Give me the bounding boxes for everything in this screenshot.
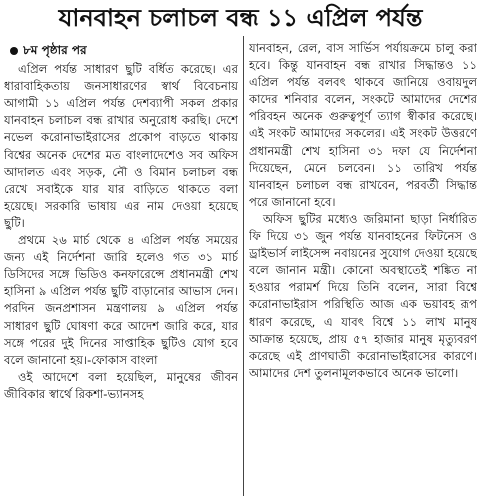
headline: যানবাহন চলাচল বন্ধ ১১ এপ্রিল পর্যন্ত (58, 4, 423, 32)
article-paragraph: যানবাহন, রেল, বাস সার্ভিস পর্যায়ক্রমে চালু করা হবে। কিন্তু যানবাহন বন্ধ রাখার সিদ্ধান্তও ১১ এপ্রিল পর্যন্ত বলবৎ থাকবে জানিয়ে ওবায়দুল কাদের শনিবার বলেন, সংকটে আমাদের দেশের পরিবহন অনেক গুরুত্বপূর্ণ ত্যাগ স্বীকার করেছে। এই সংকট আমাদের সকলের। এই সংকট উত্তরণে প্রধানমন্ত্রী শেখ হাসিনা ৩১ দফা যে নির্দেশনা দিয়েছেন, মেনে চলবেন। ১১ তারিখ পর্যন্ত যানবাহন চলাচল বন্ধ রাখবেন, পরবর্তী সিদ্ধান্ত পরে জানানো হবে। (249, 41, 477, 209)
article-paragraph: অফিস ছুটির মধ্যেও জরিমানা ছাড়া নির্ধারিত ফি দিয়ে ৩১ জুন পর্যন্ত যানবাহনের ফিটনেস ও ড্রাইভার্স লাইসেন্স নবায়নের সুযোগ দেওয়া হয়েছে বলে জানান মন্ত্রী। কোনো অবস্থাতেই শঙ্কিত না হওয়ার পরামর্শ দিয়ে তিনি বলেন, সারা বিশ্বে করোনাভাইরাস পরিস্থিতি আজ এক ভয়াবহ রূপ ধারণ করেছে, এ যাবৎ বিশ্বে ১১ লাখ মানুষ আক্রান্ত হয়েছে, প্রায় ৫৭ হাজার মানুষ মৃত্যুবরণ করেছে এই প্রাণঘাতী করোনাভাইরাসের কারণে। আমাদের দেশ তুলনামূলকভাবে অনেক ভালো। (249, 211, 477, 380)
left-column (4, 40, 238, 496)
right-column (249, 40, 477, 496)
continued-from-label: ৮ম পৃষ্ঠার পর (23, 43, 87, 57)
article-paragraph: ওই আদেশে বলা হয়েছিল, মানুষের জীবন জীবিকার স্বার্থে রিকশা-ভ্যানসহ (4, 369, 238, 401)
article-paragraph: প্রথমে ২৬ মার্চ থেকে ৪ এপ্রিল পর্যন্ত সময়ের জন্য এই নির্দেশনা জারি হলেও গত ৩১ মার্চ ডিসিদের সঙ্গে ভিডিও কনফারেন্সে প্রধানমন্ত্রী শেখ হাসিনা ৯ এপ্রিল পর্যন্ত ছুটি বাড়ানোর আভাস দেন। পরদিন জনপ্রশাসন মন্ত্রণালয় ৯ এপ্রিল পর্যন্ত সাধারণ ছুটি ঘোষণা করে আদেশ জারি করে, যার সঙ্গে পরের দুই দিনের সাপ্তাহিক ছুটিও যোগ হবে বলে জানানো হয়।-ফোকাস বাংলা (4, 233, 238, 367)
column-divider (243, 36, 244, 496)
bullet-icon (10, 47, 18, 55)
continued-from-line (4, 42, 238, 59)
article-paragraph: এপ্রিল পর্যন্ত সাধারণ ছুটি বর্ধিত করেছে। এর ধারাবাহিকতায় জনসাধারণের স্বার্থ বিবেচনায় আগামী ১১ এপ্রিল পর্যন্ত দেশব্যাপী সকল প্রকার যানবাহন চলাচল বন্ধ রাখার অনুরোধ করছি। দেশে নভেল করোনাভাইরাসের প্রকোপ বাড়তে থাকায় বিশ্বের অনেক দেশের মত বাংলাদেশেও সব অফিস আদালত এবং সড়ক, নৌ ও বিমান চলাচল বন্ধ রেখে সবাইকে যার যার বাড়িতে থাকতে বলা হয়েছে। সরকারি ভাষায় এর নাম দেওয়া হয়েছে ছুটি। (4, 62, 238, 230)
